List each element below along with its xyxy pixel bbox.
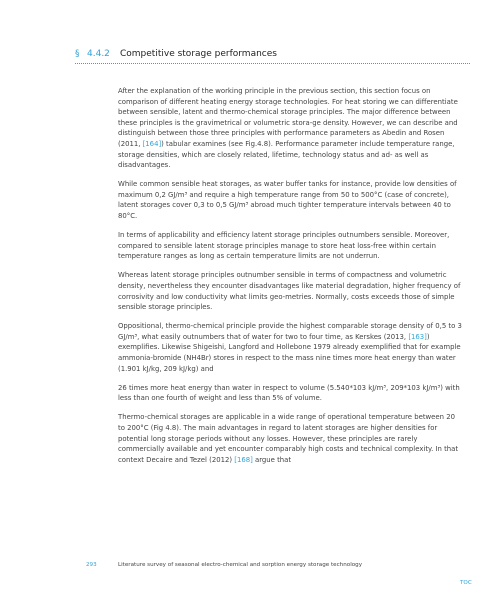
paragraph-3: In terms of applicability and efficiency latent storage principles outnumbers sensible. Moreover, compared to sensible latent storage principles manage to store heat loss-free within certain temperature ranges as long as certain temperature limits are not underrun. bbox=[118, 231, 450, 261]
citation-link[interactable]: [163] bbox=[408, 332, 427, 341]
paragraph-7: Thermo-chemical storages are applicable in a wide range of operational temperature between 20 to 200°C (Fig 4.8). The main advantages in regard to latent storages are higher densities for potential long storage periods without any losses. However, these principles are rarely commercially available and yet encounter comparably high costs and technical complexity. In that context Decaire and Tezel (2012) [168] argue that bbox=[118, 413, 459, 464]
section-symbol: § bbox=[75, 49, 80, 59]
toc-link[interactable]: TOC bbox=[460, 580, 472, 586]
page-footer bbox=[86, 562, 362, 568]
paragraph-5: Oppositional, thermo-chemical principle provide the highest comparable storage density of 0,5 to 3 GJ/m³, what easily outnumbers that of water for two to four time, as Kerskes (2013, [163]) exemplifies. Likewise Shigeishi, Langford and Hollebone 1979 already exemplified that for example ammonia-bromide (NH4Br) stores in respect to the mass nine times more heat energy than water (1.901 kJ/kg, 209 kJ/kg) and bbox=[118, 322, 462, 373]
section-title: Competitive storage performances bbox=[120, 49, 277, 59]
page-number: 293 bbox=[86, 562, 97, 568]
paragraph-2: While common sensible heat storages, as water buffer tanks for instance, provide low densities of maximum 0,2 GJ/m³ and require a high temperature range from 50 to 500°C (case of concrete), latent storages cover 0,3 to 0,5 GJ/m³ abroad much tighter temperature intervals between 40 to 80°C. bbox=[118, 180, 457, 221]
running-title: Literature survey of seasonal electro-chemical and sorption energy storage technology bbox=[118, 562, 363, 568]
paragraph-1: After the explanation of the working principle in the previous section, this section focus on comparison of different heating energy storage technologies. For heat storing we can differentiate between sensible, latent and thermo-chemical storage principles. The major difference between these principles is the gravimetrical or volumetric stora-ge density. However, we can describe and distinguish between those three principles with performance parameters as Abedin and Rosen (2011, [164]) tabular examines (see Fig.4.8). Performance parameter include temperature range, storage densities, which are closely related, lifetime, technology status and ad- as well as disadvantages. bbox=[118, 87, 458, 170]
section-number: 4.4.2 bbox=[87, 49, 110, 59]
citation-link[interactable]: [164] bbox=[142, 139, 162, 148]
body-text bbox=[118, 86, 463, 474]
citation-link[interactable]: [168] bbox=[234, 455, 253, 464]
paragraph-4: Whereas latent storage principles outnumber sensible in terms of compactness and volumetric density, nevertheless they encounter disadvantages like material degradation, higher frequency of corrosivity and low conductivity what limits geo-metries. Normally, costs exceeds those of simple sensible storage principles. bbox=[118, 271, 461, 312]
section-heading bbox=[75, 49, 470, 64]
paragraph-6: 26 times more heat energy than water in respect to volume (5.540*103 kJ/m³, 209*103 kJ/m³) with less than one fourth of weight and less than 5% of volume. bbox=[118, 383, 460, 403]
